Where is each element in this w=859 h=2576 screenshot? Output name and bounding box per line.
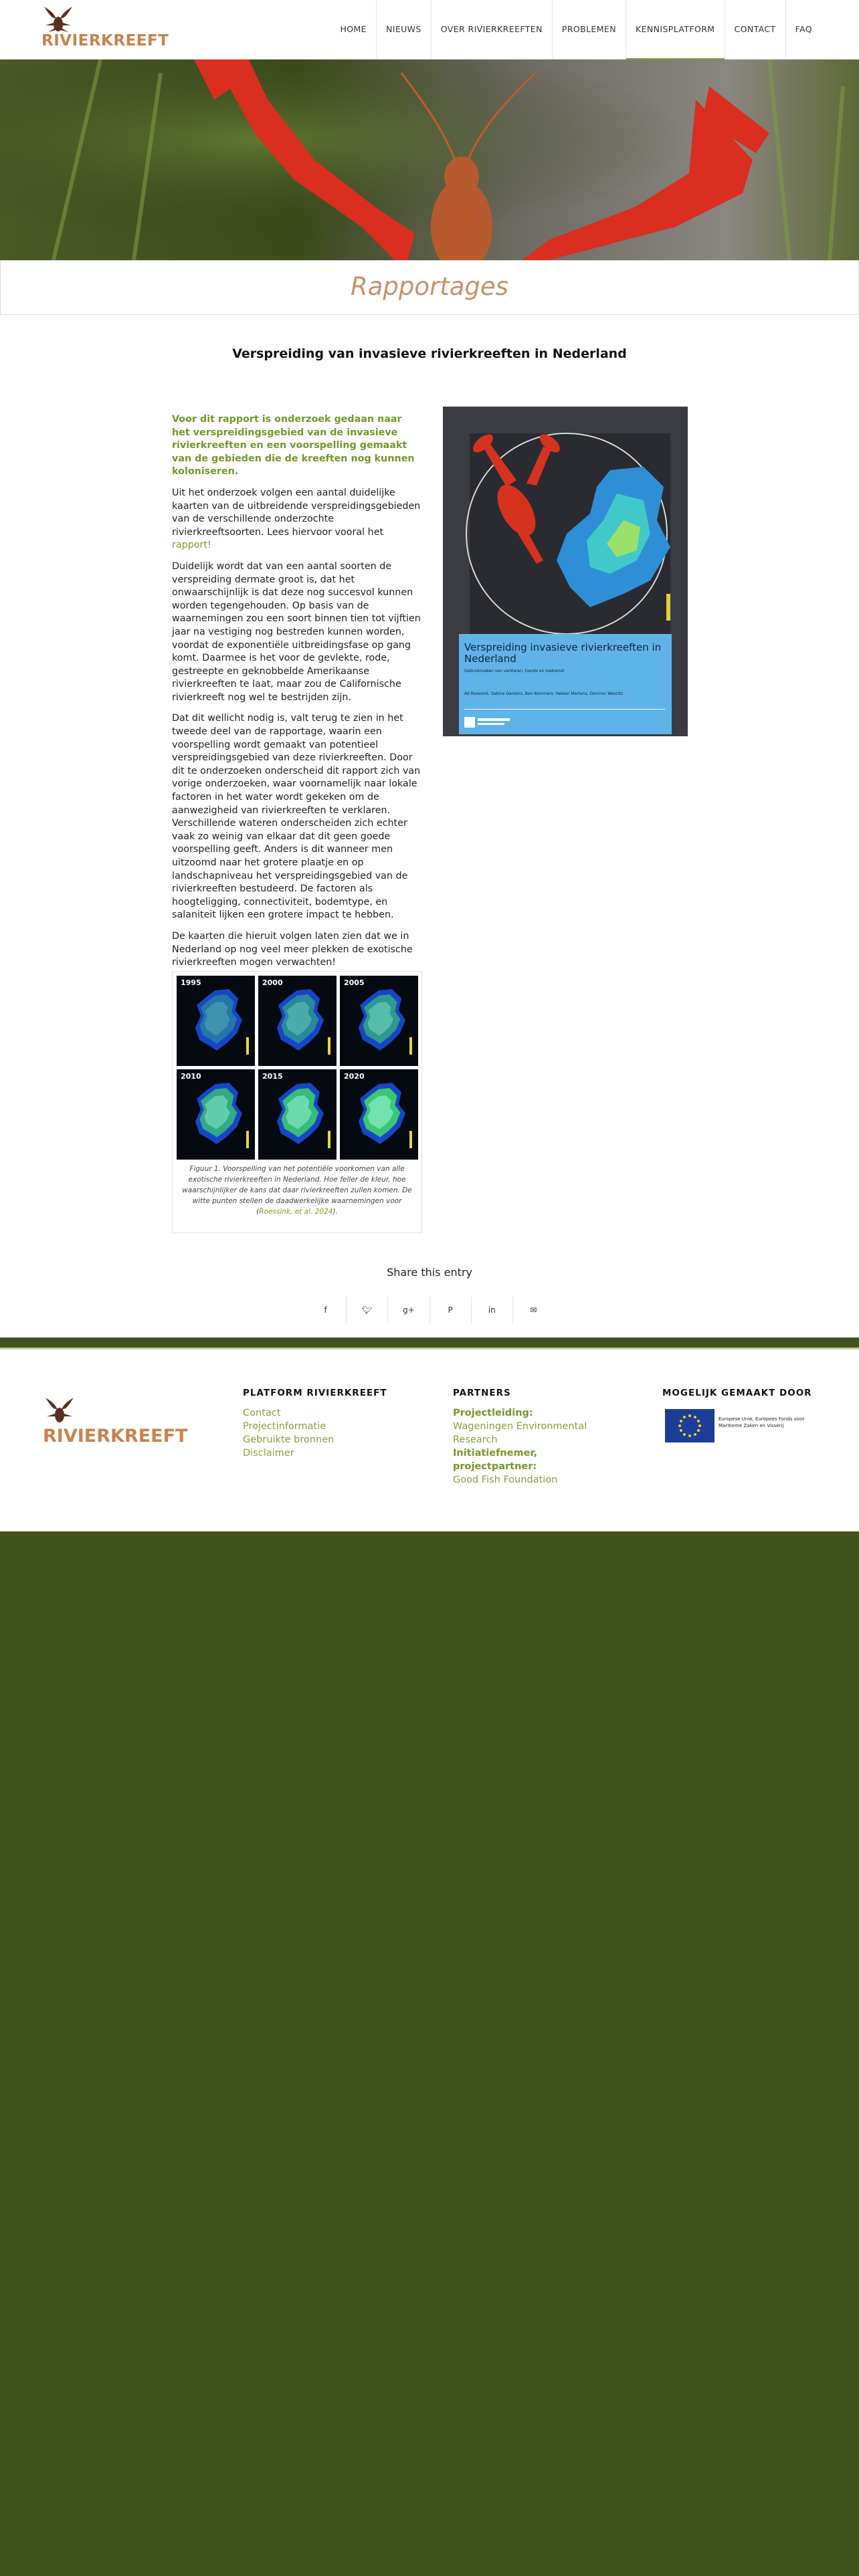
partners-initiator-label: Initiatiefnemer, projectpartner: xyxy=(453,1448,538,1472)
footer-link-contact[interactable]: Contact xyxy=(243,1408,281,1418)
google-plus-share-button[interactable] xyxy=(387,1296,429,1324)
article-paragraph-4: De kaarten die hieruit volgen laten zien dat we in Nederland op nog veel meer plekken de exotische rivierkreeften mogen verwachten! xyxy=(172,930,413,968)
nav-kennisplatform[interactable]: KENNISPLATFORM xyxy=(626,0,725,59)
nav-problemen[interactable]: PROBLEMEN xyxy=(552,0,626,59)
footer-platform-heading: PLATFORM RIVIERKREEFT xyxy=(243,1388,387,1398)
main-nav xyxy=(330,0,822,59)
eu-funding-badge[interactable] xyxy=(662,1406,816,1444)
linkedin-share-button[interactable] xyxy=(471,1296,512,1324)
figure-caption xyxy=(179,1164,415,1217)
prediction-map-2020 xyxy=(340,1069,418,1160)
footer-link-projectinformatie[interactable]: Projectinformatie xyxy=(243,1421,326,1432)
crayfish-logo-icon xyxy=(40,1396,80,1427)
pinterest-share-button[interactable] xyxy=(430,1296,471,1324)
nav-nieuws[interactable]: NIEUWS xyxy=(376,0,431,59)
partners-initiator-link[interactable]: Good Fish Foundation xyxy=(453,1475,558,1485)
caption-text: Figuur 1. Voorspelling van het potentiële voorkomen van alle exotische rivierkreeften in Nederland. Hoe feller de kleur, hoe waarschijnlijker de kans dat daar rivierkreeften zullen komen. De witte punten stellen de daadwerkelijke waarnemingen voor ( xyxy=(182,1165,412,1216)
caption-end: ). xyxy=(332,1208,338,1216)
site-footer xyxy=(0,1348,859,1531)
map-year-label: 2005 xyxy=(344,978,365,987)
prediction-map-1995 xyxy=(177,976,255,1066)
site-header xyxy=(0,0,859,60)
prediction-map-2000 xyxy=(258,976,337,1066)
article-lead: Voor dit rapport is onderzoek gedaan naar het verspreidingsgebied van de invasieve rivierkreeften en een voorspelling gemaakt van de gebieden die de kreeften nog kunnen koloniseren. xyxy=(172,414,415,477)
cover-title: Verspreiding invasieve rivierkreeften in Nederland xyxy=(464,641,662,665)
twitter-share-button[interactable] xyxy=(346,1296,387,1324)
site-logo[interactable] xyxy=(39,5,169,53)
prediction-map-2015 xyxy=(258,1069,337,1160)
nav-home[interactable]: HOME xyxy=(340,24,367,34)
report-cover-art xyxy=(443,407,688,736)
map-year-label: 2000 xyxy=(262,978,283,987)
cover-authors: Ad Roessink, Sabine Dankers, Ben Kemmers, Heleen Mertens, Dominic Wesnitz xyxy=(464,691,624,696)
prediction-map-grid xyxy=(177,976,417,1159)
mail-icon: ✉ xyxy=(530,1305,537,1315)
prediction-map-2005 xyxy=(340,976,418,1066)
hero-image xyxy=(0,60,859,260)
mail-share-button[interactable] xyxy=(512,1296,554,1324)
share-title: Share this entry xyxy=(387,1266,472,1279)
nav-contact[interactable]: CONTACT xyxy=(725,0,785,59)
page-bottom-background xyxy=(0,1531,859,2576)
cover-subtitle: Gebruikmaken van verklaren, trends en toekomst xyxy=(464,669,565,673)
footer-logo[interactable] xyxy=(40,1396,201,1450)
facebook-icon: f xyxy=(324,1305,327,1315)
article-paragraph-2: Duidelijk wordt dat van een aantal soorten de verspreiding dermate groot is, dat het onwaarschijnlijk is dat deze nog succesvol kunnen worden tegengehouden. Op basis van de waarnemingen zou een soort binnen tien tot vijftien jaar na vestiging nog bestreden kunnen worden, voordat de exponentiële uitbreidingsfase op gang komt. Daarmee is het voor de gevlekte, rode, gestreepte en geknobbelde Amerikaanse rivierkreeften te laat, maar zou de Californische rivierkreeft nog wel te bestrijden zijn. xyxy=(172,560,421,703)
nav-over-rivierkreeften[interactable]: OVER RIVIERKREEFTEN xyxy=(431,0,552,59)
nav-faq[interactable]: FAQ xyxy=(785,0,822,59)
footer-link-bronnen[interactable]: Gebruikte bronnen xyxy=(243,1434,335,1445)
prediction-figure xyxy=(172,971,422,1233)
footer-funding-heading: MOGELIJK GEMAAKT DOOR xyxy=(662,1388,812,1398)
article-paragraph-1 xyxy=(172,487,421,552)
page-title-bar xyxy=(0,260,859,315)
crayfish-photo xyxy=(0,60,859,260)
footer-wordmark: RIVIERKREEFT xyxy=(43,1426,188,1446)
map-year-label: 1995 xyxy=(181,978,201,987)
article-paragraph-3: Dat dit wellicht nodig is, valt terug te zien in het tweede deel van de rapportage, waarin een voorspelling wordt gemaakt van potentieel verspreidingsgebied van deze rivierkreeften. Door dit te onderzoeken onderscheid dit rapport zich van vorige onderzoeken, waar voornamelijk naar lokale factoren in het water wordt gekeken om de aanwezigheid van rivierkreeften te verklaren. Verschillende wateren onderscheiden zich echter vaak zo weinig van elkaar dat dit geen goede voorspelling geeft. Anders is dit wanneer men uitzoomd naar het grotere plaatje en op landschapniveau het verspreidingsgebied van de rivierkreeften bestudeerd. De factoren als hoogteligging, connectiviteit, bodemtype, en salaniteit lijken een grotere impact te hebben. xyxy=(172,713,421,921)
pinterest-icon: P xyxy=(448,1305,453,1315)
footer-partners-heading: PARTNERS xyxy=(453,1388,511,1398)
footer-partners-column xyxy=(453,1386,607,1487)
google-plus-icon: g+ xyxy=(403,1305,415,1315)
map-year-label: 2015 xyxy=(262,1072,283,1081)
cover-divider xyxy=(464,709,665,710)
eu-funding-text: Europese Unie, Europees Fonds voor Maritieme Zaken en Visserij xyxy=(719,1416,805,1428)
partners-lead-link[interactable]: Wageningen Environmental Research xyxy=(453,1421,587,1445)
rapport-link[interactable]: rapport! xyxy=(172,540,211,551)
footer-link-disclaimer[interactable]: Disclaimer xyxy=(243,1448,294,1459)
map-year-label: 2020 xyxy=(344,1072,365,1081)
logo-wordmark: RIVIERKREEFT xyxy=(41,32,169,49)
share-buttons xyxy=(305,1296,554,1324)
footer-platform-column xyxy=(243,1386,387,1460)
footer-funding-column xyxy=(662,1386,823,1444)
eu-flag-icon xyxy=(665,1409,714,1442)
wageningen-logo-icon xyxy=(464,716,511,729)
article-title: Verspreiding van invasieve rivierkreeften in Nederland xyxy=(232,346,627,361)
partners-lead-label: Projectleiding: xyxy=(453,1408,533,1418)
paragraph-1-text: Uit het onderzoek volgen een aantal duidelijke kaarten van de uitbreidende verspreidingsgebieden van de verschillende onderzochte rivierkreeftsoorten. Lees hiervoor vooral het xyxy=(172,487,421,538)
twitter-icon: 🐦︎ xyxy=(362,1305,373,1315)
report-cover-image[interactable] xyxy=(443,407,688,736)
facebook-share-button[interactable] xyxy=(305,1296,346,1324)
map-year-label: 2010 xyxy=(181,1072,201,1081)
page-title: Rapportages xyxy=(351,272,508,301)
article-body xyxy=(172,413,421,978)
linkedin-icon: in xyxy=(488,1305,496,1315)
prediction-map-2010 xyxy=(177,1069,255,1160)
caption-source-link[interactable]: Roessink, et al. 2024 xyxy=(259,1208,333,1216)
